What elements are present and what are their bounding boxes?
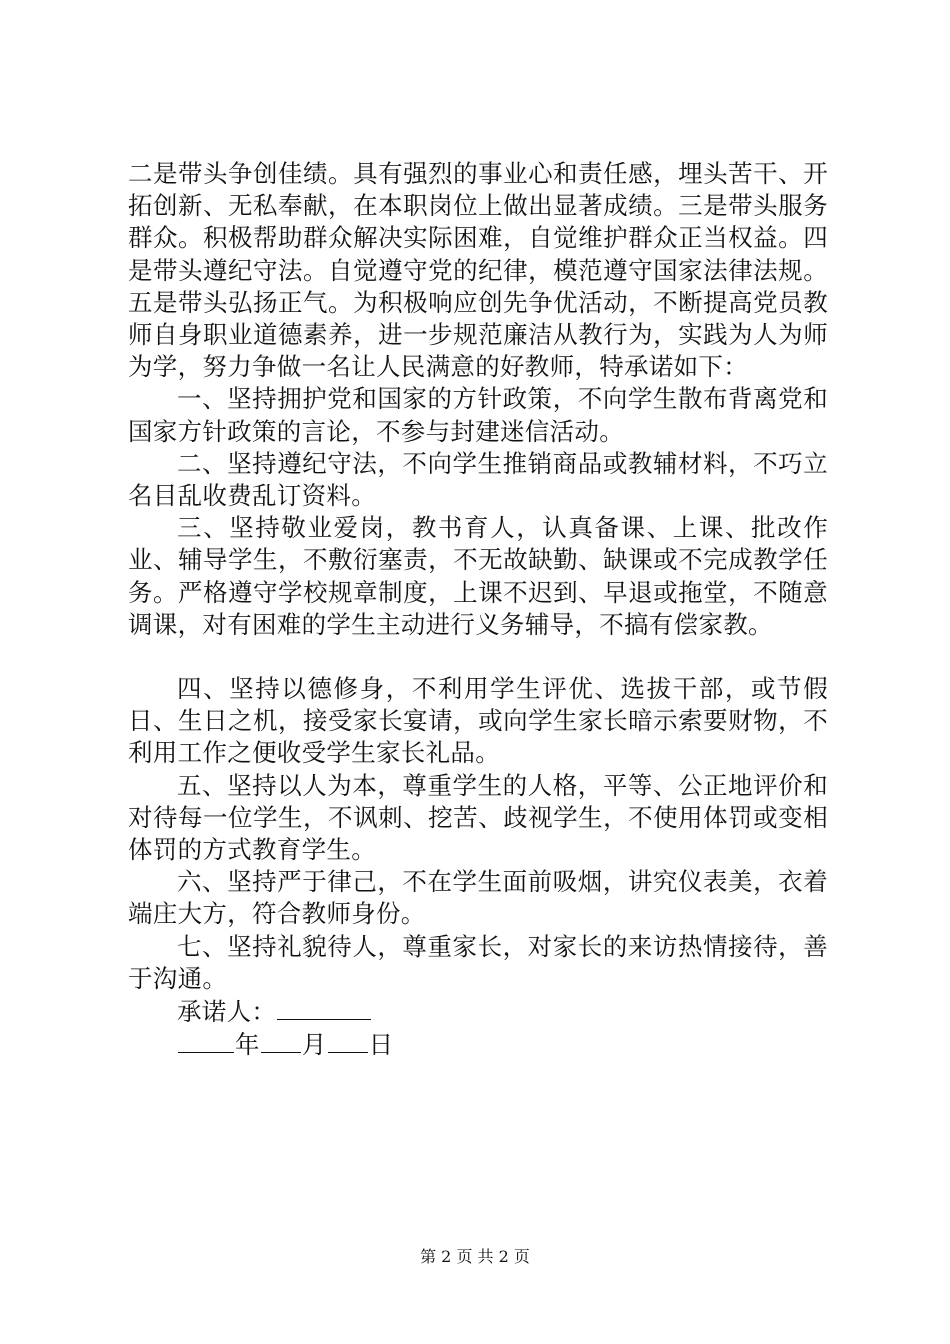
commitment-item-4: 四、坚持以德修身，不利用学生评优、选拔干部，或节假日、生日之机，接受家长宴请，或向学生家长暗示索要财物，不利用工作之便收受学生家长礼品。 xyxy=(128,674,828,768)
page-footer: 第 2 页 共 2 页 xyxy=(420,1247,530,1266)
signature-label: 承诺人： xyxy=(177,997,277,1027)
day-blank xyxy=(328,1028,368,1053)
year-label: 年 xyxy=(235,1030,260,1060)
signature-line xyxy=(128,995,828,1028)
commitment-item-5: 五、坚持以人为本，尊重学生的人格，平等、公正地评价和对待每一位学生，不讽刺、挖苦、歧视学生，不使用体罚或变相体罚的方式教育学生。 xyxy=(128,770,828,865)
year-blank xyxy=(178,1028,234,1053)
document-body xyxy=(128,158,828,1061)
commitment-item-1: 一、坚持拥护党和国家的方针政策，不向学生散布背离党和国家方针政策的言论，不参与封建迷信活动。 xyxy=(128,384,828,446)
commitment-item-6: 六、坚持严于律己，不在学生面前吸烟，讲究仪表美，衣着端庄大方，符合教师身份。 xyxy=(128,867,828,929)
commitment-item-3: 三、坚持敬业爱岗，教书育人，认真备课、上课、批改作业、辅导学生，不敷衍塞责，不无故缺勤、缺课或不完成教学任务。严格遵守学校规章制度，上课不迟到、早退或拖堂，不随意调课，对有困难的学生主动进行义务辅导，不搞有偿家教。 xyxy=(128,513,828,639)
date-line xyxy=(128,1028,828,1061)
commitment-item-2: 二、坚持遵纪守法，不向学生推销商品或教辅材料，不巧立名目乱收费乱订资料。 xyxy=(128,448,828,511)
day-label: 日 xyxy=(368,1030,394,1060)
month-blank xyxy=(261,1028,301,1053)
month-label: 月 xyxy=(301,1030,327,1060)
commitment-item-7: 七、坚持礼貌待人，尊重家长，对家长的来访热情接待，善于沟通。 xyxy=(128,931,828,993)
signature-blank xyxy=(277,995,371,1020)
intro-paragraph: 二是带头争创佳绩。具有强烈的事业心和责任感，埋头苦干、开拓创新、无私奉献，在本职岗位上做出显著成绩。三是带头服务群众。积极帮助群众解决实际困难，自觉维护群众正当权益。四是带头遵纪守法。自觉遵守党的纪律，模范遵守国家法律法规。五是带头弘扬正气。为积极响应创先争优活动，不断提高党员教师自身职业道德素养，进一步规范廉洁从教行为，实践为人为师为学，努力争做一名让人民满意的好教师，特承诺如下： xyxy=(128,159,828,382)
